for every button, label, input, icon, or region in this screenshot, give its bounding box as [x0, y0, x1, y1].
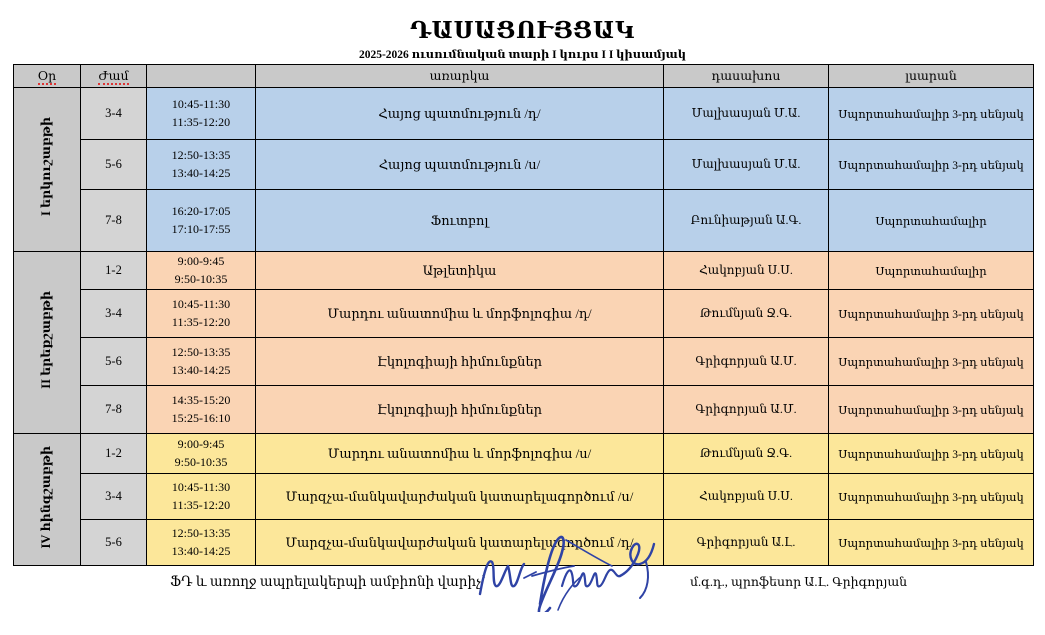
subject-cell: Մարդու անատոմիա և մորֆոլոգիա /ս/ [256, 434, 664, 474]
table-row [14, 88, 1034, 140]
time-start: 9:00-9:45 [177, 437, 225, 452]
lecturer-cell: Մալխասյան Մ.Ա. [664, 88, 829, 140]
period-label: 1-2 [105, 263, 122, 277]
day-label-rotated [39, 117, 55, 216]
time-start: 12:50-13:35 [171, 345, 231, 360]
period-label: 1-2 [105, 446, 122, 460]
lecturer-cell: Գրիգորյան Ա.Մ. [664, 386, 829, 434]
time-cell [147, 140, 256, 190]
period-cell [81, 338, 147, 386]
time-cell [147, 386, 256, 434]
header-cell-blank [147, 65, 256, 88]
schedule-table-wrap [13, 64, 1033, 566]
day-label-rotated [39, 291, 55, 389]
time-end: 11:35-12:20 [171, 497, 231, 512]
lecturer-cell: Մալխասյան Մ.Ա. [664, 140, 829, 190]
header-cell-time-label: Ժամ [98, 69, 129, 83]
time-cell [147, 190, 256, 252]
room-cell: Սպորտահամալիր [829, 190, 1034, 252]
subject-cell: Հայոց պատմություն /ս/ [256, 140, 664, 190]
table-row [14, 252, 1034, 290]
period-cell [81, 386, 147, 434]
page-subtitle: 2025-2026 ուսումնական տարի I կուրս I I կիսամյակ [358, 49, 687, 62]
time-start: 9:00-9:45 [177, 254, 225, 269]
time-start: 12:50-13:35 [171, 148, 231, 163]
time-end: 17:10-17:55 [171, 221, 231, 236]
period-cell [81, 520, 147, 566]
room-cell: Սպորտահամալիր 3-րդ սենյակ [829, 474, 1034, 520]
time-cell [147, 252, 256, 290]
day-roman-numeral: IV [39, 534, 54, 549]
period-label: 3-4 [105, 106, 122, 120]
subject-cell: Էկոլոգիայի հիմունքներ [256, 386, 664, 434]
day-cell [14, 252, 81, 434]
time-cell [147, 88, 256, 140]
table-row [14, 140, 1034, 190]
time-end: 11:35-12:20 [171, 314, 231, 329]
room-cell: Սպորտահամալիր 3-րդ սենյակ [829, 434, 1034, 474]
header-cell-room-label: լսարան [905, 69, 957, 83]
time-cell [147, 290, 256, 338]
lecturer-cell: Հակոբյան Ս.Ս. [664, 474, 829, 520]
table-row [14, 474, 1034, 520]
header-cell-subject-label: առարկա [429, 69, 490, 83]
time-end: 13:40-14:25 [171, 543, 231, 558]
period-label: 5-6 [105, 354, 122, 368]
period-label: 5-6 [105, 157, 122, 171]
lecturer-cell: Բունիաթյան Ա.Գ. [664, 190, 829, 252]
day-label-rotated [39, 446, 55, 548]
period-label: 3-4 [105, 489, 122, 503]
lecturer-cell: Թումնյան Ջ.Գ. [664, 434, 829, 474]
table-row [14, 434, 1034, 474]
header-cell-day-label: Օր [37, 69, 57, 83]
table-header-row [14, 65, 1034, 88]
time-cell [147, 520, 256, 566]
lecturer-cell: Թումնյան Ջ.Գ. [664, 290, 829, 338]
subject-cell: Էկոլոգիայի հիմունքներ [256, 338, 664, 386]
time-end: 9:50-10:35 [174, 271, 228, 286]
page-title: ԴԱՍԱՑՈՒՅՑԱԿ [410, 18, 635, 43]
day-name: երեքշաբթի [39, 291, 54, 377]
day-roman-numeral: II [39, 379, 54, 389]
footer [0, 560, 1045, 610]
table-row [14, 520, 1034, 566]
header-cell-subject [256, 65, 664, 88]
period-cell [81, 88, 147, 140]
time-start: 16:20-17:05 [171, 204, 231, 219]
time-end: 11:35-12:20 [171, 114, 231, 129]
room-cell: Սպորտահամալիր 3-րդ սենյակ [829, 88, 1034, 140]
time-end: 13:40-14:25 [171, 362, 231, 377]
time-start: 12:50-13:35 [171, 526, 231, 541]
room-cell: Սպորտահամալիր [829, 252, 1034, 290]
footer-right-text: մ.գ.դ., պրոֆեսոր Ա.Լ. Գրիգորյան [690, 575, 908, 589]
time-cell [147, 474, 256, 520]
room-cell: Սպորտահամալիր 3-րդ սենյակ [829, 338, 1034, 386]
header-cell-day [14, 65, 81, 88]
day-cell [14, 88, 81, 252]
lecturer-cell: Գրիգորյան Ա.Մ. [664, 338, 829, 386]
time-cell [147, 338, 256, 386]
period-cell [81, 434, 147, 474]
day-roman-numeral: I [39, 211, 54, 217]
subject-cell: Ֆուտբոլ [256, 190, 664, 252]
time-start: 10:45-11:30 [171, 297, 231, 312]
table-row [14, 338, 1034, 386]
period-label: 3-4 [105, 306, 122, 320]
day-name: հինգշաբթի [39, 445, 54, 532]
footer-left-text: ՖԴ և առողջ ապրելակերպի ամբիոնի վարիչ՝ [170, 574, 486, 589]
room-cell: Սպորտահամալիր 3-րդ սենյակ [829, 386, 1034, 434]
time-start: 10:45-11:30 [171, 480, 231, 495]
subject-cell: Մարդու անատոմիա և մորֆոլոգիա /դ/ [256, 290, 664, 338]
period-label: 7-8 [105, 402, 122, 416]
day-cell [14, 434, 81, 566]
time-cell [147, 434, 256, 474]
room-cell: Սպորտահամալիր 3-րդ սենյակ [829, 140, 1034, 190]
schedule-table [13, 64, 1034, 566]
room-cell: Սպորտահամալիր 3-րդ սենյակ [829, 290, 1034, 338]
header-cell-lecturer-label: դասախոս [711, 69, 781, 83]
day-name: երկուշաբթի [39, 117, 54, 209]
period-cell [81, 252, 147, 290]
period-label: 5-6 [105, 535, 122, 549]
subject-cell: Հայոց պատմություն /դ/ [256, 88, 664, 140]
period-cell [81, 290, 147, 338]
lecturer-cell: Հակոբյան Ս.Ս. [664, 252, 829, 290]
header-cell-lecturer [664, 65, 829, 88]
time-end: 13:40-14:25 [171, 165, 231, 180]
time-end: 9:50-10:35 [174, 454, 228, 469]
header-cell-time [81, 65, 147, 88]
table-row [14, 386, 1034, 434]
subject-cell: Մարզչա-մանկավարժական կատարելագործում /դ/ [256, 520, 664, 566]
time-end: 15:25-16:10 [171, 410, 231, 425]
table-row [14, 290, 1034, 338]
period-label: 7-8 [105, 213, 122, 227]
period-cell [81, 190, 147, 252]
subject-cell: Մարզչա-մանկավարժական կատարելագործում /ս/ [256, 474, 664, 520]
table-row [14, 190, 1034, 252]
title-block [0, 0, 1045, 62]
subject-cell: Աթլետիկա [256, 252, 664, 290]
period-cell [81, 474, 147, 520]
period-cell [81, 140, 147, 190]
lecturer-cell: Գրիգորյան Ա.Լ. [664, 520, 829, 566]
time-start: 14:35-15:20 [171, 393, 231, 408]
room-cell: Սպորտահամալիր 3-րդ սենյակ [829, 520, 1034, 566]
time-start: 10:45-11:30 [171, 97, 231, 112]
header-cell-room [829, 65, 1034, 88]
